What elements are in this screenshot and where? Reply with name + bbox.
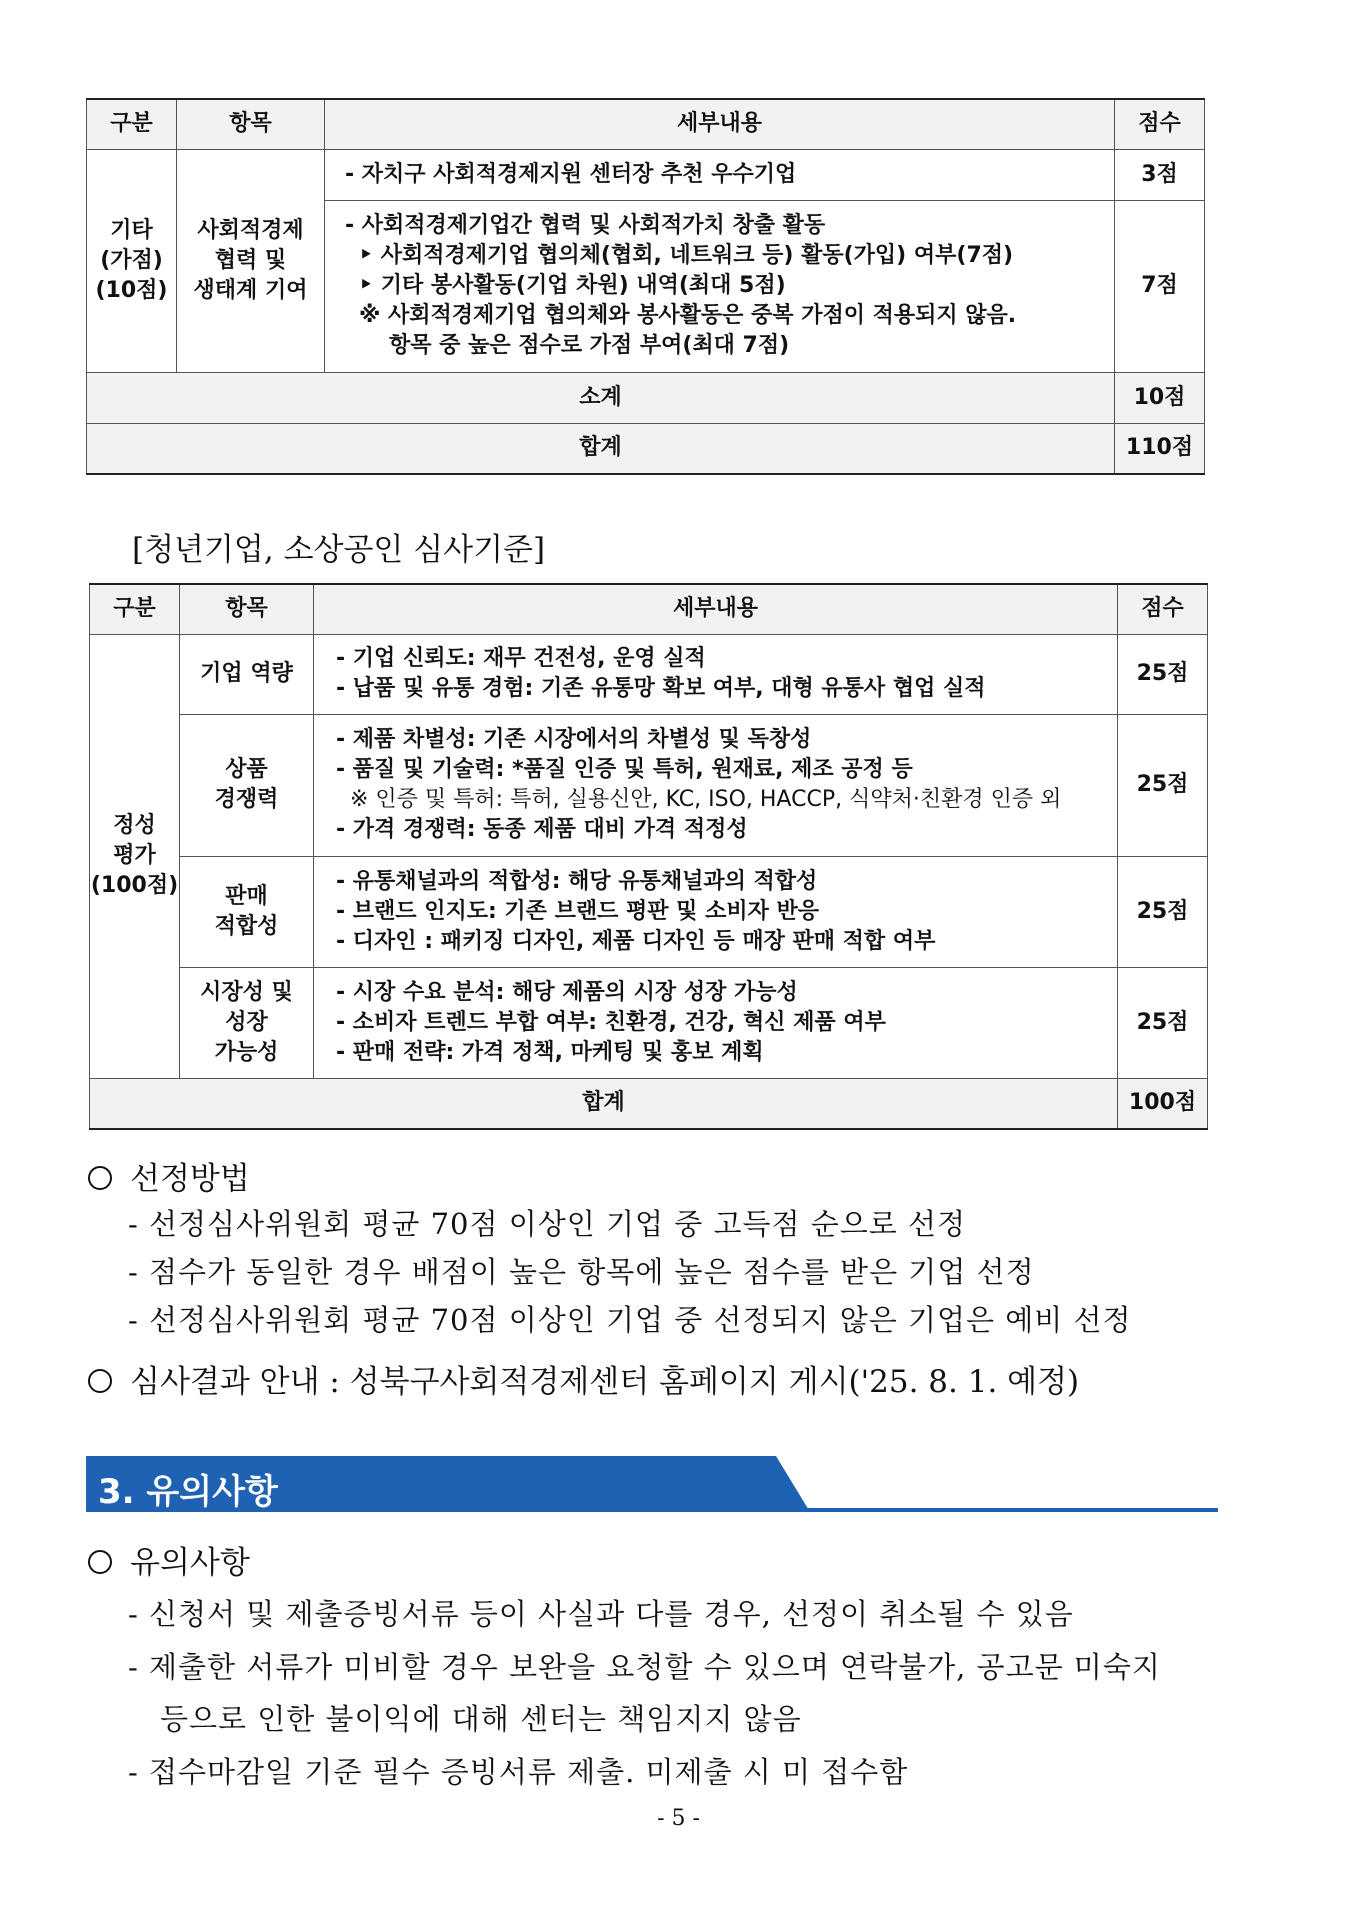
header-category: 구분: [87, 99, 177, 149]
header-details: 세부내용: [325, 99, 1115, 149]
item-cell: 기업 역량: [180, 634, 314, 714]
details-cell: - 사회적경제기업간 협력 및 사회적가치 창출 활동 ‣ 사회적경제기업 협의체(협회, 네트워크 등) 활동(가입) 여부(7점) ‣ 기타 봉사활동(기업 차원) 내역(최대 5점) ※ 사회적경제기업 협의체와 봉사활동은 중복 가점이 적용되지 않음. 항목 중 높은 점수로 가점 부여(최대 7점): [325, 200, 1115, 372]
result-notice: 심사결과 안내 : 성북구사회적경제센터 홈페이지 게시('25. 8. 1. 예정): [88, 1356, 1079, 1401]
note-item: - 접수마감일 기준 필수 증빙서류 제출. 미제출 시 미 접수함: [128, 1755, 909, 1789]
score-cell: 25점: [1118, 967, 1208, 1078]
page-number: - 5 -: [657, 1806, 700, 1831]
score-cell: 3점: [1115, 149, 1205, 200]
bonus-criteria-table: [86, 98, 1205, 475]
selection-item: - 선정심사위원회 평균 70점 이상인 기업 중 고득점 순으로 선정: [128, 1207, 967, 1241]
score-cell: 7점: [1115, 200, 1205, 372]
details-cell: - 기업 신뢰도: 재무 건전성, 운영 실적 - 납품 및 유통 경험: 기존 유통망 확보 여부, 대형 유통사 협업 실적: [314, 634, 1118, 714]
score-cell: 25점: [1118, 856, 1208, 967]
total-label: 합계: [87, 423, 1115, 474]
circle-bullet-icon: [88, 1369, 112, 1393]
total-score: 100점: [1118, 1078, 1208, 1129]
category-cell: 정성 평가 (100점): [90, 634, 180, 1078]
youth-criteria-table: [89, 583, 1208, 1130]
selection-item: - 점수가 동일한 경우 배점이 높은 항목에 높은 점수를 받은 기업 선정: [128, 1255, 1035, 1289]
item-cell: 시장성 및 성장 가능성: [180, 967, 314, 1078]
category-cell: 기타 (가점) (10점): [87, 149, 177, 372]
header-category: 구분: [90, 584, 180, 634]
section-banner: [86, 1456, 1218, 1512]
notes-heading: 유의사항: [88, 1537, 250, 1582]
section-title: [청년기업, 소상공인 심사기준]: [132, 532, 546, 568]
subtotal-label: 소계: [87, 372, 1115, 423]
item-cell: 사회적경제 협력 및 생태계 기여: [177, 149, 325, 372]
banner-title: 3. 유의사항: [98, 1472, 278, 1512]
header-item: 항목: [177, 99, 325, 149]
total-score: 110점: [1115, 423, 1205, 474]
details-cell: - 시장 수요 분석: 해당 제품의 시장 성장 가능성 - 소비자 트렌드 부합 여부: 친환경, 건강, 혁신 제품 여부 - 판매 전략: 가격 정책, 마케팅 및 홍보 계획: [314, 967, 1118, 1078]
circle-bullet-icon: [88, 1550, 112, 1574]
selection-item: - 선정심사위원회 평균 70점 이상인 기업 중 선정되지 않은 기업은 예비 선정: [128, 1303, 1132, 1337]
header-score: 점수: [1118, 584, 1208, 634]
score-cell: 25점: [1118, 714, 1208, 856]
header-item: 항목: [180, 584, 314, 634]
total-label: 합계: [90, 1078, 1118, 1129]
item-cell: 판매 적합성: [180, 856, 314, 967]
note-item: - 제출한 서류가 미비할 경우 보완을 요청할 수 있으며 연락불가, 공고문 미숙지: [128, 1650, 1161, 1684]
score-cell: 25점: [1118, 634, 1208, 714]
header-score: 점수: [1115, 99, 1205, 149]
note-item: - 신청서 및 제출증빙서류 등이 사실과 다를 경우, 선정이 취소될 수 있음: [128, 1597, 1074, 1631]
item-cell: 상품 경쟁력: [180, 714, 314, 856]
note-item-continued: 등으로 인한 불이익에 대해 센터는 책임지지 않음: [160, 1702, 802, 1736]
selection-heading: 선정방법: [88, 1153, 250, 1198]
details-cell: - 유통채널과의 적합성: 해당 유통채널과의 적합성 - 브랜드 인지도: 기존 브랜드 평판 및 소비자 반응 - 디자인 : 패키징 디자인, 제품 디자인 등 매장 판매 적합 여부: [314, 856, 1118, 967]
details-cell: - 자치구 사회적경제지원 센터장 추천 우수기업: [325, 149, 1115, 200]
circle-bullet-icon: [88, 1166, 112, 1190]
header-details: 세부내용: [314, 584, 1118, 634]
details-cell: - 제품 차별성: 기존 시장에서의 차별성 및 독창성 - 품질 및 기술력: *품질 인증 및 특허, 원재료, 제조 공정 등 ※ 인증 및 특허: 특허, 실용신안, KC, ISO, HACCP, 식약처·친환경 인증 외 - 가격 경쟁력: 동종 제품 대비 가격 적정성: [314, 714, 1118, 856]
subtotal-score: 10점: [1115, 372, 1205, 423]
